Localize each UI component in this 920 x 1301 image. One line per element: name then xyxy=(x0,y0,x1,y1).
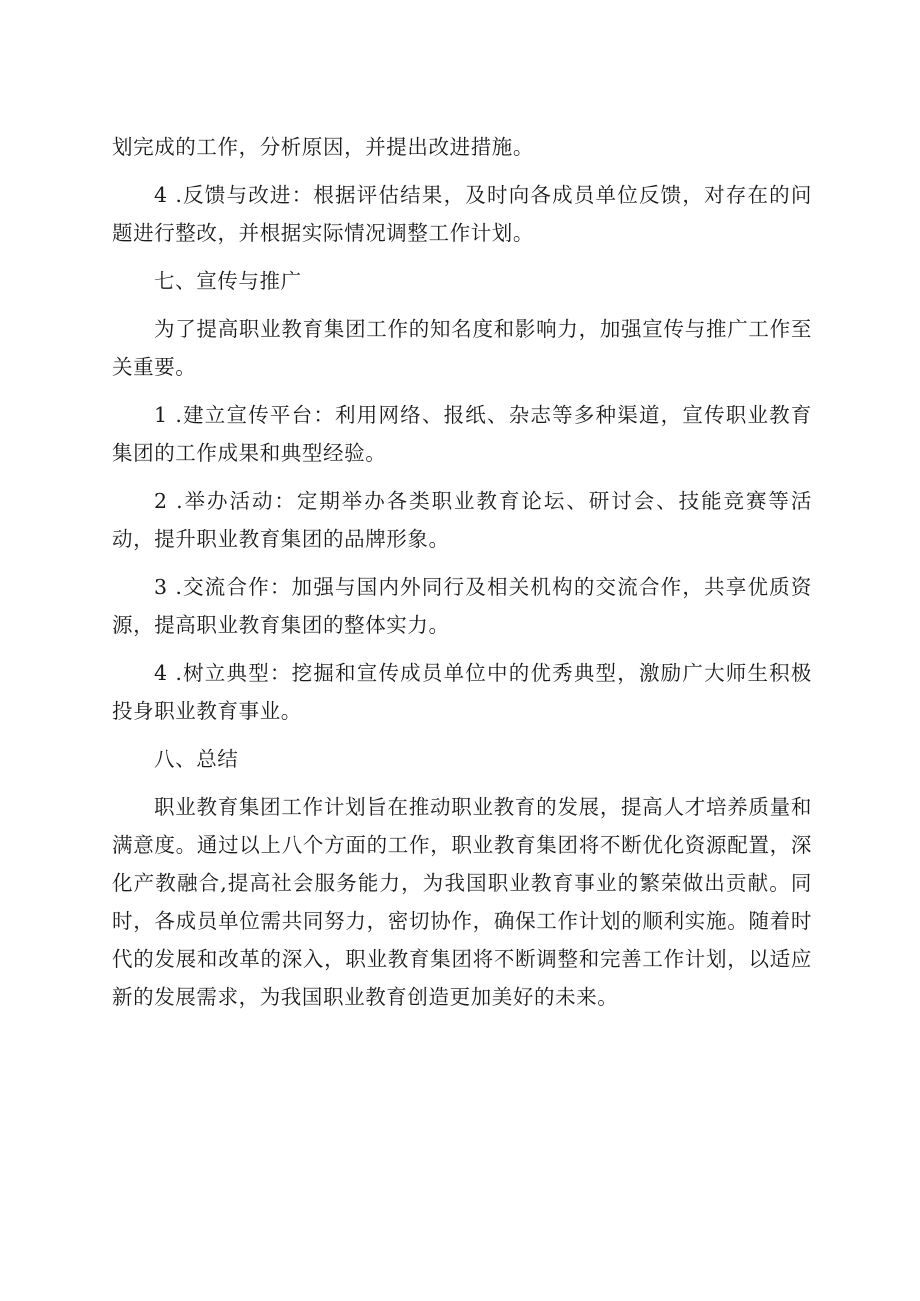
section-heading-summary: 八、总结 xyxy=(154,747,239,771)
section-heading-publicity: 七、宣传与推广 xyxy=(154,269,302,293)
paragraph-feedback-improvement: 4 .反馈与改进：根据评估结果，及时向各成员单位反馈，对存在的问题进行整改，并根据实际情况调整工作计划。 xyxy=(112,183,812,245)
paragraph-summary: 职业教育集团工作计划旨在推动职业教育的发展，提高人才培养质量和满意度。通过以上八个方面的工作，职业教育集团将不断优化资源配置，深化产教融合,提高社会服务能力，为我国职业教育事业的繁荣做出贡献。同时，各成员单位需共同努力，密切协作，确保工作计划的顺利实施。随着时代的发展和改革的深入，职业教育集团将不断调整和完善工作计划，以适应新的发展需求，为我国职业教育创造更加美好的未来。 xyxy=(112,795,812,1009)
paragraph-cooperation: 3 .交流合作：加强与国内外同行及相关机构的交流合作，共享优质资源，提高职业教育集团的整体实力。 xyxy=(112,575,812,637)
paragraph-publicity-intro: 为了提高职业教育集团工作的知名度和影响力，加强宣传与推广工作至关重要。 xyxy=(112,317,812,379)
paragraph-role-models: 4 .树立典型：挖掘和宣传成员单位中的优秀典型，激励广大师生积极投身职业教育事业。 xyxy=(112,661,812,723)
paragraph-publicity-platform: 1 .建立宣传平台：利用网络、报纸、杂志等多种渠道，宣传职业教育集团的工作成果和典型经验。 xyxy=(112,403,812,465)
paragraph-continuation: 划完成的工作，分析原因，并提出改进措施。 xyxy=(112,135,534,159)
document-body xyxy=(112,128,812,1026)
paragraph-events: 2 .举办活动：定期举办各类职业教育论坛、研讨会、技能竞赛等活动，提升职业教育集团的品牌形象。 xyxy=(112,489,812,551)
